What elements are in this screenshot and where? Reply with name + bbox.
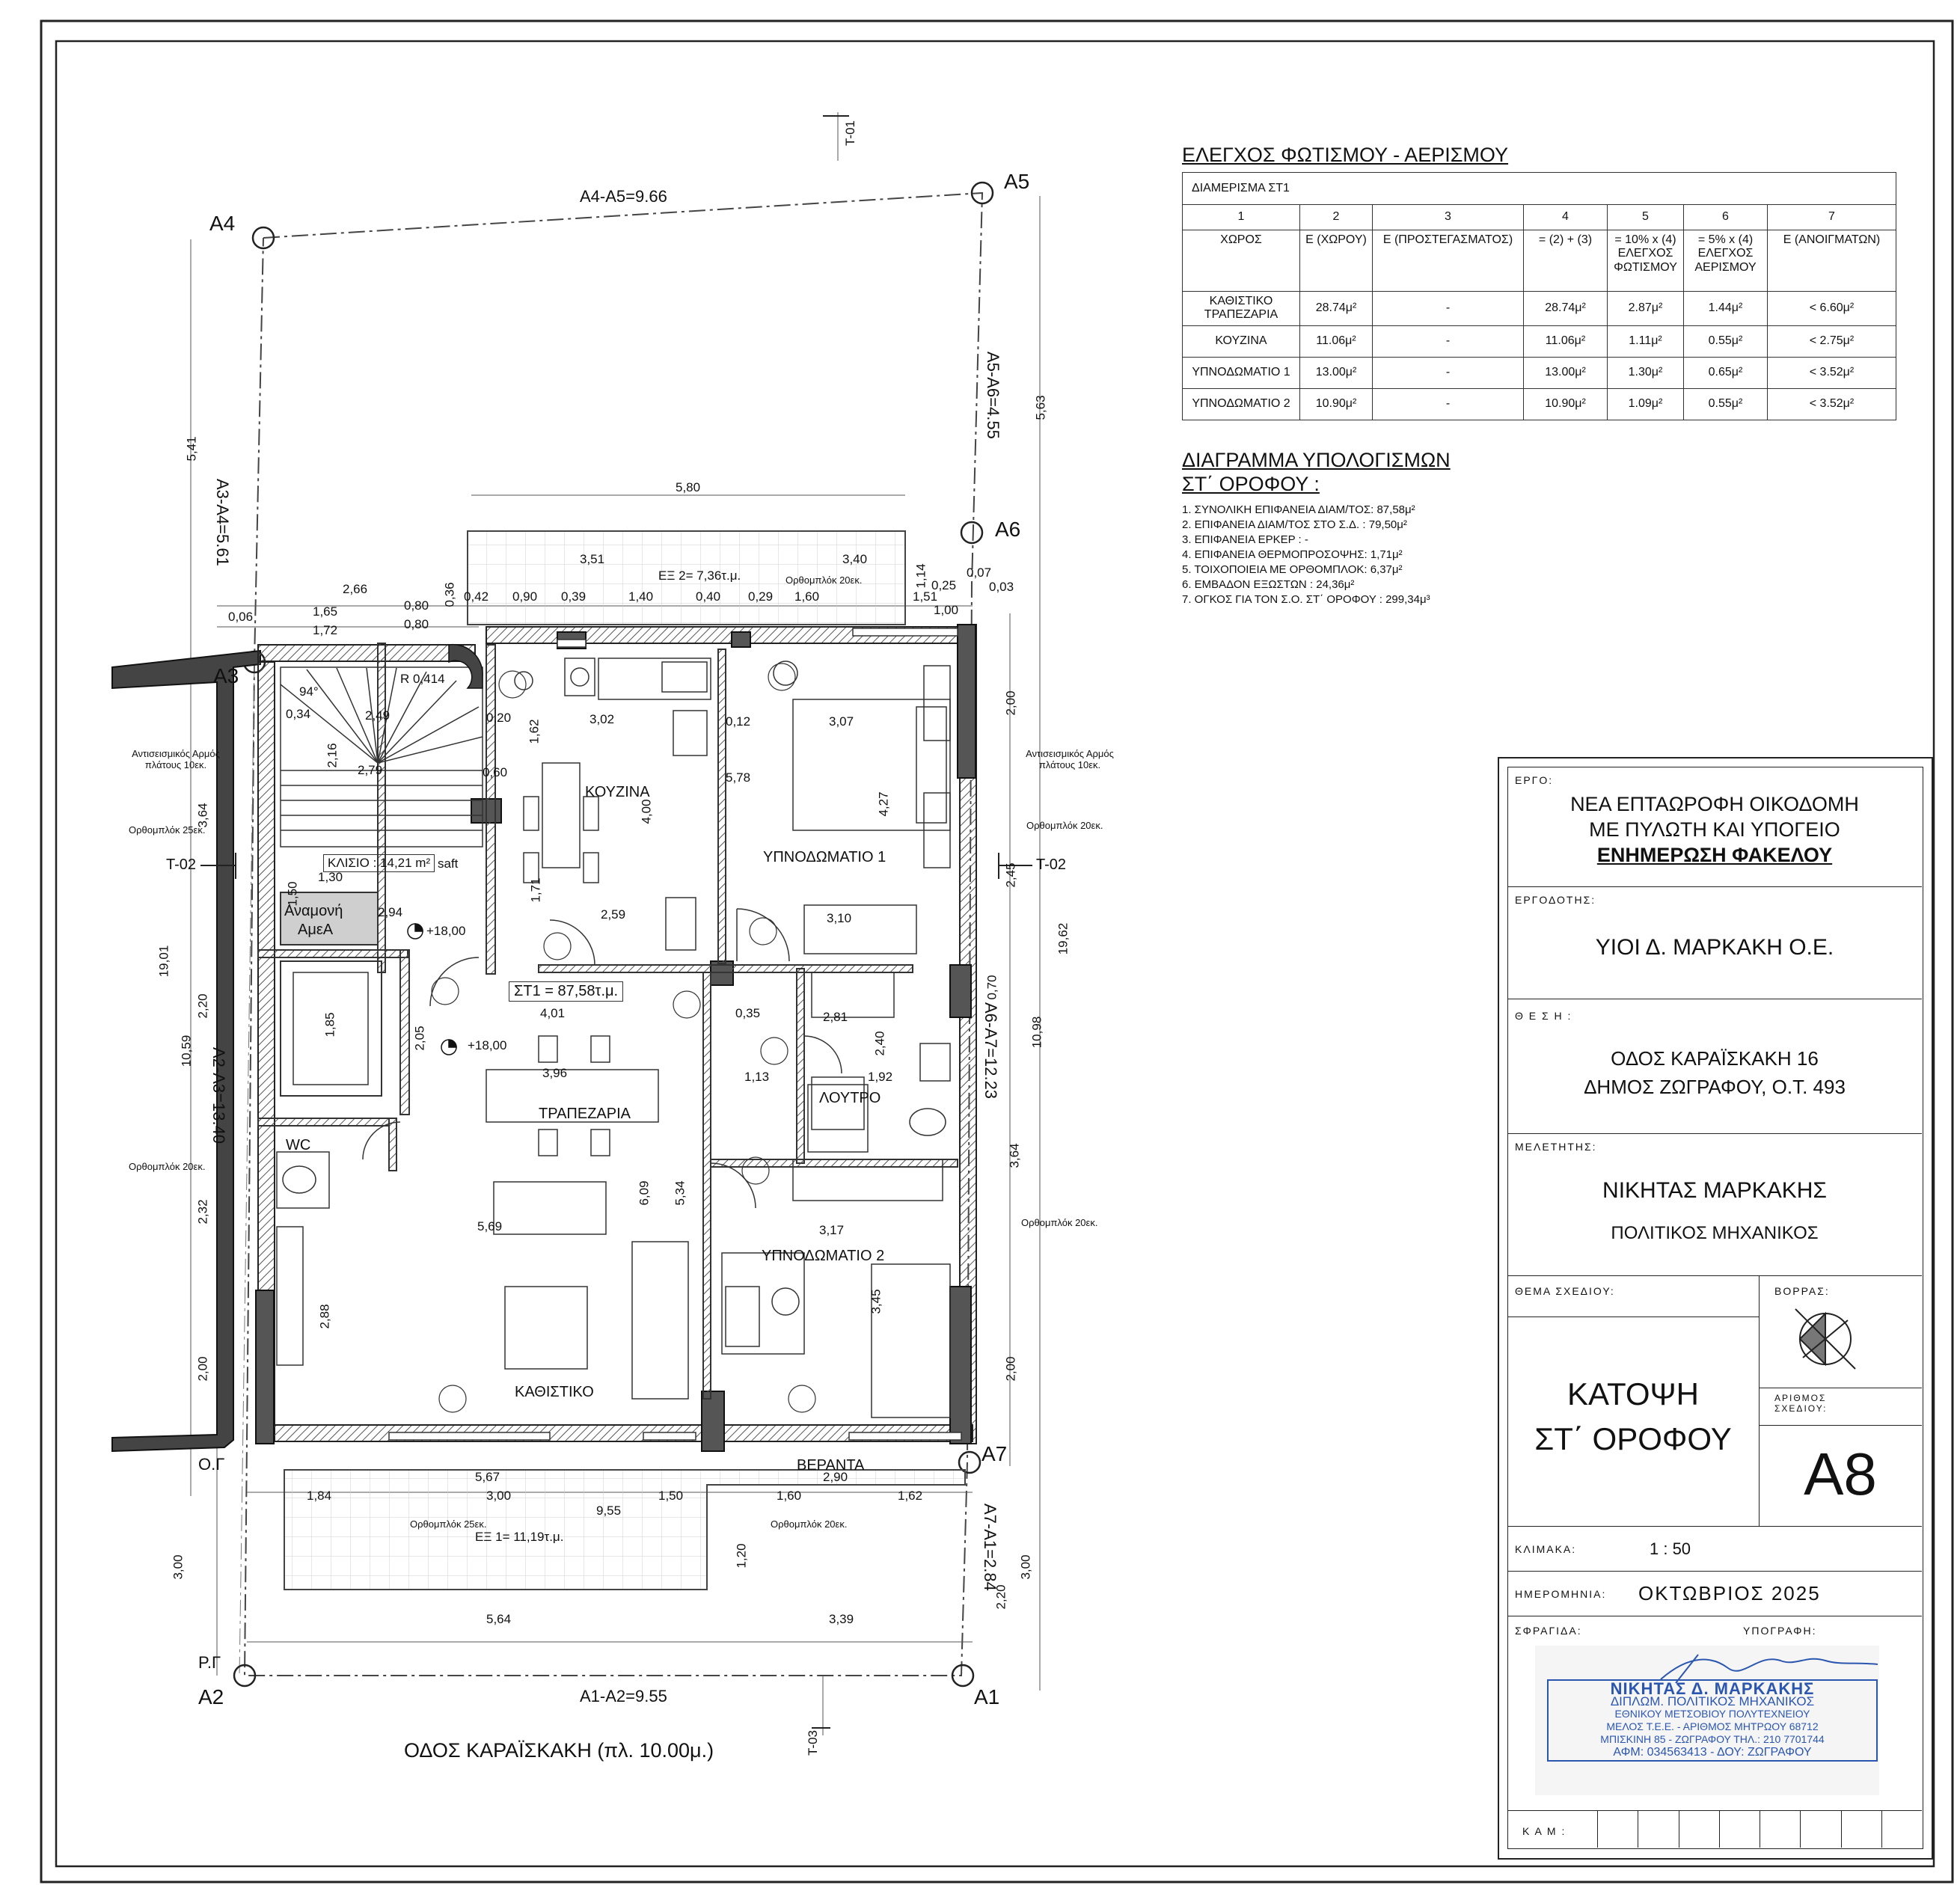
- tb-site-1: ΟΔΟΣ ΚΑΡΑΪΣΚΑΚΗ 16: [1611, 1047, 1819, 1070]
- table-cell: -: [1373, 388, 1524, 420]
- dim-036: 0,36: [442, 582, 457, 607]
- note-joint-left: Αντισεισμικός Αρμός πλάτους 10εκ.: [132, 748, 220, 770]
- note-brick20d: Ορθομπλόκ 20εκ.: [1021, 1217, 1098, 1228]
- dim-345: 3,45: [869, 1289, 883, 1314]
- col-num: 3: [1373, 205, 1524, 230]
- dim-580: 5,80: [676, 480, 701, 494]
- bedroom2-furniture: [722, 1159, 950, 1417]
- note-brick20a: Ορθομπλόκ 20εκ.: [1026, 820, 1103, 831]
- dim-a5-a6: A5-A6=4.55: [984, 352, 1002, 439]
- lighting-table: [1182, 172, 1896, 420]
- dim-a1-a2: A1-A2=9.55: [580, 1687, 667, 1705]
- bedroom1-furniture: [774, 661, 950, 954]
- col-num: 6: [1684, 205, 1768, 230]
- axis-point-a6: [961, 522, 982, 543]
- stair-corner-arc: [449, 645, 483, 688]
- tb-designer-label: ΜΕΛΕΤΗΤΗΣ:: [1515, 1141, 1597, 1153]
- room-bedroom1: ΥΠΝΟΔΩΜΑΤΙΟ 1: [763, 849, 886, 865]
- dim-090: 0,90: [512, 589, 538, 604]
- elevator-label-2: ΑμεΑ: [298, 922, 334, 938]
- calc-title-1: ΔΙΑΓΡΑΜΜΑ ΥΠΟΛΟΓΙΣΜΩΝ: [1182, 449, 1451, 471]
- tb-ergo-1: ΝΕΑ ΕΠΤΑΩΡΟΦΗ ΟΙΚΟΔΟΜΗ: [1570, 793, 1859, 815]
- table-cell: 10.90μ²: [1300, 388, 1373, 420]
- level-label-1: +18,00: [426, 924, 466, 938]
- dim-070: 0,70: [984, 975, 999, 1000]
- dim-034: 0,34: [286, 707, 311, 721]
- dim-266: 2,66: [343, 582, 368, 596]
- dim-302: 3,02: [589, 712, 615, 726]
- dim-006: 0,06: [228, 610, 254, 624]
- dim-172: 1,72: [313, 623, 338, 637]
- cut-t02-right: T-02: [1036, 856, 1067, 873]
- col-num: 2: [1300, 205, 1373, 230]
- radius-label: R 0,414: [400, 672, 445, 686]
- dim-160: 1,60: [794, 589, 820, 604]
- dim-563: 5,63: [1033, 395, 1048, 420]
- col-header: = (2) + (3): [1524, 230, 1608, 292]
- cut-t01: T-01: [843, 120, 858, 147]
- dim-569: 5,69: [477, 1219, 503, 1233]
- dim-039: 0,39: [561, 589, 587, 604]
- dim-220b: 2,20: [993, 1584, 1008, 1610]
- tb-client-label: ΕΡΓΟΔΟΤΗΣ:: [1515, 894, 1596, 906]
- room-bedroom2: ΥΠΝΟΔΩΜΑΤΙΟ 2: [762, 1248, 885, 1264]
- dim-1901: 19,01: [156, 945, 171, 978]
- dim-249: 2,49: [365, 708, 391, 723]
- dim-609: 6,09: [637, 1180, 652, 1206]
- tb-ergo-label: ΕΡΓΟ:: [1515, 774, 1554, 786]
- room-living: ΚΑΘΙΣΤΙΚΟ: [515, 1384, 594, 1400]
- dim-200a: 2,00: [1003, 690, 1018, 716]
- axis-point-a1: [952, 1665, 973, 1686]
- apartment-area: ΣΤ1 = 87,58τ.μ.: [509, 981, 623, 1002]
- dim-200c: 2,00: [195, 1356, 210, 1382]
- label-a1: A1: [974, 1685, 1000, 1708]
- table-cell: 11.06μ²: [1524, 325, 1608, 357]
- dim-160b: 1,60: [777, 1489, 802, 1503]
- dim-300: 3,00: [486, 1489, 512, 1503]
- col-num: 4: [1524, 205, 1608, 230]
- stamp-name: ΝΙΚΗΤΑΣ Δ. ΜΑΡΚΑΚΗΣ: [1610, 1679, 1815, 1698]
- dim-279: 2,79: [358, 763, 383, 777]
- table-cell: < 3.52μ²: [1768, 388, 1896, 420]
- dim-534: 5,34: [673, 1180, 687, 1206]
- dim-307: 3,07: [829, 714, 854, 729]
- axis-left-ext: [239, 662, 254, 1676]
- col-num: 7: [1768, 205, 1896, 230]
- cut-t03: T-03: [806, 1729, 821, 1756]
- table-cell: ΥΠΝΟΔΩΜΑΤΙΟ 1: [1183, 357, 1300, 388]
- note-brick25: Ορθομπλόκ 25εκ.: [129, 824, 206, 836]
- stamp-line: ΔΙΠΛΩΜ. ΠΟΛΙΤΙΚΟΣ ΜΗΧΑΝΙΚΟΣ: [1610, 1694, 1815, 1708]
- elevator-label-1: Αναμονή: [284, 903, 343, 919]
- label-og: Ο.Γ: [198, 1455, 225, 1474]
- col-num: 5: [1608, 205, 1684, 230]
- dim-1962: 19,62: [1056, 922, 1071, 955]
- dim-400: 4,00: [639, 799, 654, 824]
- col-header: = 5% x (4) ΕΛΕΓΧΟΣ ΑΕΡΙΣΜΟΥ: [1684, 230, 1768, 292]
- room-dining: ΤΡΑΠΕΖΑΡΙΑ: [539, 1106, 631, 1122]
- tb-ergo-2: ΜΕ ΠΥΛΩΤΗ ΚΑΙ ΥΠΟΓΕΙΟ: [1589, 818, 1840, 841]
- calc-item: 4. ΕΠΙΦΑΝΕΙΑ ΘΕΡΜΟΠΡΟΣΟΨΗΣ: 1,71μ²: [1182, 548, 1403, 561]
- dim-351: 3,51: [580, 552, 605, 566]
- dim-150: 1,50: [658, 1489, 684, 1503]
- dim-259: 2,59: [601, 907, 626, 922]
- stamp-box: [1547, 1679, 1878, 1762]
- room-kitchen: ΚΟΥΖΙΝΑ: [585, 784, 650, 800]
- table-cell: 1.09μ²: [1608, 388, 1684, 420]
- dim-300c: 3,00: [1018, 1554, 1033, 1580]
- balcony-ex1-label: ΕΞ 1= 11,19τ.μ.: [475, 1530, 564, 1544]
- dim-288: 2,88: [317, 1304, 332, 1329]
- tb-dwg-label: ΑΡΙΘΜΟΣ ΣΧΕΔΙΟΥ:: [1774, 1393, 1828, 1414]
- dim-216: 2,16: [325, 743, 340, 768]
- label-a3: A3: [213, 664, 239, 687]
- note-brick25b: Ορθομπλόκ 25εκ.: [410, 1518, 487, 1530]
- tb-scale-label: ΚΛΙΜΑΚΑ:: [1515, 1543, 1577, 1555]
- dim-060: 0,60: [483, 765, 508, 779]
- table-cell: 0.65μ²: [1684, 357, 1768, 388]
- tb-date-label: ΗΜΕΡΟΜΗΝΙΑ:: [1515, 1588, 1607, 1600]
- col-header: ΧΩΡΟΣ: [1183, 230, 1300, 292]
- table-cell: 2.87μ²: [1608, 292, 1684, 326]
- dim-a4-a5: A4-A5=9.66: [580, 187, 667, 206]
- dim-025: 0,25: [931, 578, 957, 592]
- dim-317: 3,17: [819, 1223, 845, 1237]
- tb-site-label: Θ Ε Σ Η :: [1515, 1010, 1572, 1022]
- dim-003: 0,03: [989, 580, 1014, 594]
- label-a2: A2: [198, 1685, 224, 1708]
- dim-294: 2,94: [378, 905, 403, 919]
- columns: [256, 625, 976, 1451]
- dim-401: 4,01: [540, 1006, 566, 1020]
- tb-theme-label: ΘΕΜΑ ΣΧΕΔΙΟΥ:: [1515, 1285, 1615, 1297]
- dim-955: 9,55: [596, 1504, 622, 1518]
- table-cell: 0.55μ²: [1684, 325, 1768, 357]
- dim-042: 0,42: [464, 589, 489, 604]
- col-header: Ε (ΧΩΡΟΥ): [1300, 230, 1373, 292]
- dim-1059: 10,59: [179, 1035, 194, 1067]
- dim-200b: 2,00: [1003, 1356, 1018, 1382]
- street-name: ΟΔΟΣ ΚΑΡΑΪΣΚΑΚΗ (πλ. 10.00μ.): [404, 1739, 714, 1762]
- col-header: Ε (ΠΡΟΣΤΕΓΑΣΜΑΤΟΣ): [1373, 230, 1524, 292]
- table-cell: 1.11μ²: [1608, 325, 1684, 357]
- table-row: [1183, 325, 1896, 357]
- stamp-line: ΕΘΝΙΚΟΥ ΜΕΤΣΟΒΙΟΥ ΠΟΛΥΤΕΧΝΕΙΟΥ: [1614, 1708, 1810, 1720]
- calc-item: 1. ΣΥΝΟΛΙΚΗ ΕΠΙΦΑΝΕΙΑ ΔΙΑΜ/ΤΟΣ: 87,58μ²: [1182, 503, 1415, 516]
- dim-220: 2,20: [195, 993, 210, 1019]
- dim-427: 4,27: [876, 791, 891, 817]
- label-a7: A7: [981, 1442, 1008, 1465]
- dim-281: 2,81: [823, 1010, 848, 1024]
- dim-339: 3,39: [829, 1612, 854, 1626]
- calc-item: 2. ΕΠΙΦΑΝΕΙΑ ΔΙΑΜ/ΤΟΣ ΣΤΟ Σ.Δ. : 79,50μ²: [1182, 518, 1407, 531]
- dim-290: 2,90: [823, 1470, 848, 1484]
- room-veranda: ΒΕΡΑΝΤΑ: [797, 1457, 865, 1474]
- note-joint-right: Αντισεισμικός Αρμός πλάτους 10εκ.: [1026, 748, 1114, 770]
- dim-162b: 1,62: [527, 719, 542, 744]
- label-a5: A5: [1004, 170, 1030, 193]
- living-furniture: [277, 1036, 688, 1399]
- dim-114: 1,14: [913, 563, 928, 589]
- room-wc: WC: [286, 1137, 311, 1153]
- dim-300b: 3,00: [171, 1554, 186, 1580]
- dim-340: 3,40: [842, 552, 868, 566]
- col-header: = 10% x (4) ΕΛΕΓΧΟΣ ΦΩΤΙΣΜΟΥ: [1608, 230, 1684, 292]
- table-cell: -: [1373, 292, 1524, 326]
- table-cell: < 2.75μ²: [1768, 325, 1896, 357]
- dim-567: 5,67: [475, 1470, 500, 1484]
- kitchen-furniture: [515, 658, 711, 950]
- table-row: [1183, 357, 1896, 388]
- dim-310: 3,10: [827, 911, 852, 925]
- dim-040: 0,40: [696, 589, 721, 604]
- saft-label: saft: [438, 856, 459, 871]
- table-cell: 13.00μ²: [1524, 357, 1608, 388]
- table-cell: 28.74μ²: [1300, 292, 1373, 326]
- dim-171: 1,71: [528, 877, 543, 903]
- tb-dwg-number: Α8: [1804, 1441, 1877, 1507]
- dim-541: 5,41: [184, 436, 199, 462]
- tb-designer-role: ΠΟΛΙΤΙΚΟΣ ΜΗΧΑΝΙΚΟΣ: [1611, 1223, 1819, 1243]
- tb-client: ΥΙΟΙ Δ. ΜΑΡΚΑΚΗ Ο.Ε.: [1595, 935, 1834, 960]
- note-brick20c: Ορθομπλόκ 20εκ.: [129, 1161, 206, 1172]
- note-brick20b: Ορθομπλόκ 20εκ.: [785, 574, 863, 586]
- dim-100: 1,00: [934, 603, 959, 617]
- lighting-apartment: ΔΙΑΜΕΡΙΣΜΑ ΣΤ1: [1183, 173, 1896, 205]
- table-row: [1183, 388, 1896, 420]
- level-label-2: +18,00: [468, 1038, 507, 1052]
- label-a6: A6: [995, 518, 1021, 541]
- dim-245: 2,45: [1003, 862, 1018, 888]
- calc-list: [1182, 503, 1430, 607]
- tb-theme-1: ΚΑΤΟΨΗ: [1567, 1376, 1699, 1412]
- table-cell: 11.06μ²: [1300, 325, 1373, 357]
- tb-north-label: ΒΟΡΡΑΣ:: [1774, 1285, 1830, 1297]
- table-cell: 10.90μ²: [1524, 388, 1608, 420]
- table-row: [1183, 292, 1896, 326]
- balcony-ex2-label: ΕΞ 2= 7,36τ.μ.: [658, 568, 741, 583]
- table-cell: ΚΟΥΖΙΝΑ: [1183, 325, 1300, 357]
- lighting-title: ΕΛΕΓΧΟΣ ΦΩΤΙΣΜΟΥ - ΑΕΡΙΣΜΟΥ: [1182, 144, 1509, 166]
- dim-232: 2,32: [195, 1199, 210, 1225]
- calc-item: 6. ΕΜΒΑΔΟΝ ΕΞΩΣΤΩΝ : 24,36μ²: [1182, 578, 1355, 591]
- tb-theme-2: ΣΤ΄ ΟΡΟΦΟΥ: [1534, 1421, 1732, 1456]
- calc-item: 3. ΕΠΙΦΑΝΕΙΑ ΕΡΚΕΡ : -: [1182, 533, 1308, 546]
- dim-a3-a4: A3-A4=5.61: [213, 479, 232, 566]
- table-cell: 1.44μ²: [1684, 292, 1768, 326]
- tb-kam-label: Κ Α Μ :: [1522, 1825, 1567, 1837]
- balcony-ex1: [284, 1470, 965, 1590]
- dim-1098: 10,98: [1029, 1016, 1044, 1049]
- calc-item: 7. ΟΓΚΟΣ ΓΙΑ ΤΟΝ Σ.Ο. ΣΤ΄ ΟΡΟΦΟΥ : 299,34μ³: [1182, 593, 1430, 606]
- angle-label: 94°: [299, 684, 319, 699]
- dim-165: 1,65: [313, 604, 338, 619]
- note-brick20e: Ορθομπλόκ 20εκ.: [771, 1518, 848, 1530]
- cut-t02-left: T-02: [166, 856, 197, 873]
- dim-578: 5,78: [726, 770, 751, 785]
- table-cell: 13.00μ²: [1300, 357, 1373, 388]
- table-cell: < 3.52μ²: [1768, 357, 1896, 388]
- table-cell: 28.74μ²: [1524, 292, 1608, 326]
- dim-012: 0,12: [726, 714, 751, 729]
- table-cell: -: [1373, 357, 1524, 388]
- dim-113: 1,13: [744, 1070, 770, 1084]
- dim-150b: 1,50: [285, 881, 300, 907]
- bathroom-fixtures: [808, 972, 950, 1152]
- dim-564: 5,64: [486, 1612, 512, 1626]
- dim-192: 1,92: [868, 1070, 893, 1084]
- dim-151: 1,51: [913, 589, 938, 604]
- stamp-line: ΜΠΙΣΚΙΝΗ 85 - ΖΩΓΡΑΦΟΥ ΤΗΛ.: 210 7701744: [1600, 1733, 1825, 1745]
- dim-240: 2,40: [872, 1031, 887, 1056]
- dim-364b: 3,64: [1007, 1143, 1022, 1168]
- col-num: 1: [1183, 205, 1300, 230]
- table-cell: -: [1373, 325, 1524, 357]
- tb-designer: ΝΙΚΗΤΑΣ ΜΑΡΚΑΚΗΣ: [1602, 1178, 1827, 1203]
- dim-035: 0,35: [735, 1006, 761, 1020]
- dim-140: 1,40: [628, 589, 654, 604]
- dim-185: 1,85: [322, 1012, 337, 1037]
- table-cell: 0.55μ²: [1684, 388, 1768, 420]
- interior-walls: [258, 643, 958, 1399]
- dim-396: 3,96: [542, 1066, 568, 1080]
- dim-a2-a3: A2-A3=13.40: [209, 1047, 228, 1144]
- table-cell: < 6.60μ²: [1768, 292, 1896, 326]
- tb-scale: 1 : 50: [1650, 1539, 1691, 1558]
- dim-184: 1,84: [307, 1489, 332, 1503]
- tb-ergo-3: ΕΝΗΜΕΡΩΣΗ ΦΑΚΕΛΟΥ: [1596, 844, 1833, 866]
- dim-029: 0,29: [748, 589, 774, 604]
- dim-080b: 0,80: [404, 617, 429, 631]
- kam-cells: [1597, 1810, 1922, 1848]
- col-header: Ε (ΑΝΟΙΓΜΑΤΩΝ): [1768, 230, 1896, 292]
- dim-020: 0,20: [486, 711, 512, 725]
- table-cell: ΥΠΝΟΔΩΜΑΤΙΟ 2: [1183, 388, 1300, 420]
- stair-area: ΚΛΙΣΙΟ : 14,21 m²: [323, 854, 435, 872]
- dim-205: 2,05: [412, 1026, 427, 1051]
- dim-a6-a7: A6-A7=12.23: [981, 1002, 1000, 1100]
- tb-site-2: ΔΗΜΟΣ ΖΩΓΡΑΦΟΥ, Ο.Τ. 493: [1584, 1076, 1846, 1098]
- tb-date: ΟΚΤΩΒΡΙΟΣ 2025: [1638, 1582, 1821, 1604]
- dim-080a: 0,80: [404, 598, 429, 613]
- stamp-line: ΑΦΜ: 034563413 - ΔΟΥ: ΖΩΓΡΑΦΟΥ: [1613, 1746, 1812, 1759]
- dim-162: 1,62: [898, 1489, 923, 1503]
- dim-a7-a1: A7-A1=2.84: [981, 1504, 999, 1591]
- tb-sign-label: ΥΠΟΓΡΑΦΗ:: [1743, 1625, 1817, 1637]
- dim-130: 1,30: [318, 870, 343, 884]
- stamp-line: ΜΕΛΟΣ Τ.Ε.Ε. - ΑΡΙΘΜΟΣ ΜΗΤΡΩΟΥ 68712: [1606, 1720, 1819, 1732]
- label-a4: A4: [209, 212, 236, 235]
- table-cell: ΚΑΘΙΣΤΙΚΟ ΤΡΑΠΕΖΑΡΙΑ: [1183, 292, 1300, 326]
- room-bath: ΛΟΥΤΡΟ: [819, 1090, 881, 1106]
- calc-title-2: ΣΤ΄ ΟΡΟΦΟΥ :: [1182, 473, 1320, 495]
- dim-007: 0,07: [967, 566, 992, 580]
- calc-item: 5. ΤΟΙΧΟΠΟΙΕΙΑ ΜΕ ΟΡΘΟΜΠΛΟΚ: 6,37μ²: [1182, 563, 1403, 576]
- table-cell: 1.30μ²: [1608, 357, 1684, 388]
- label-rg: Ρ.Γ: [198, 1653, 221, 1672]
- dim-120: 1,20: [734, 1543, 749, 1569]
- signature: [1646, 1646, 1893, 1691]
- tb-stamp-label: ΣΦΡΑΓΙΔΑ:: [1515, 1625, 1582, 1637]
- dim-364a: 3,64: [195, 803, 210, 828]
